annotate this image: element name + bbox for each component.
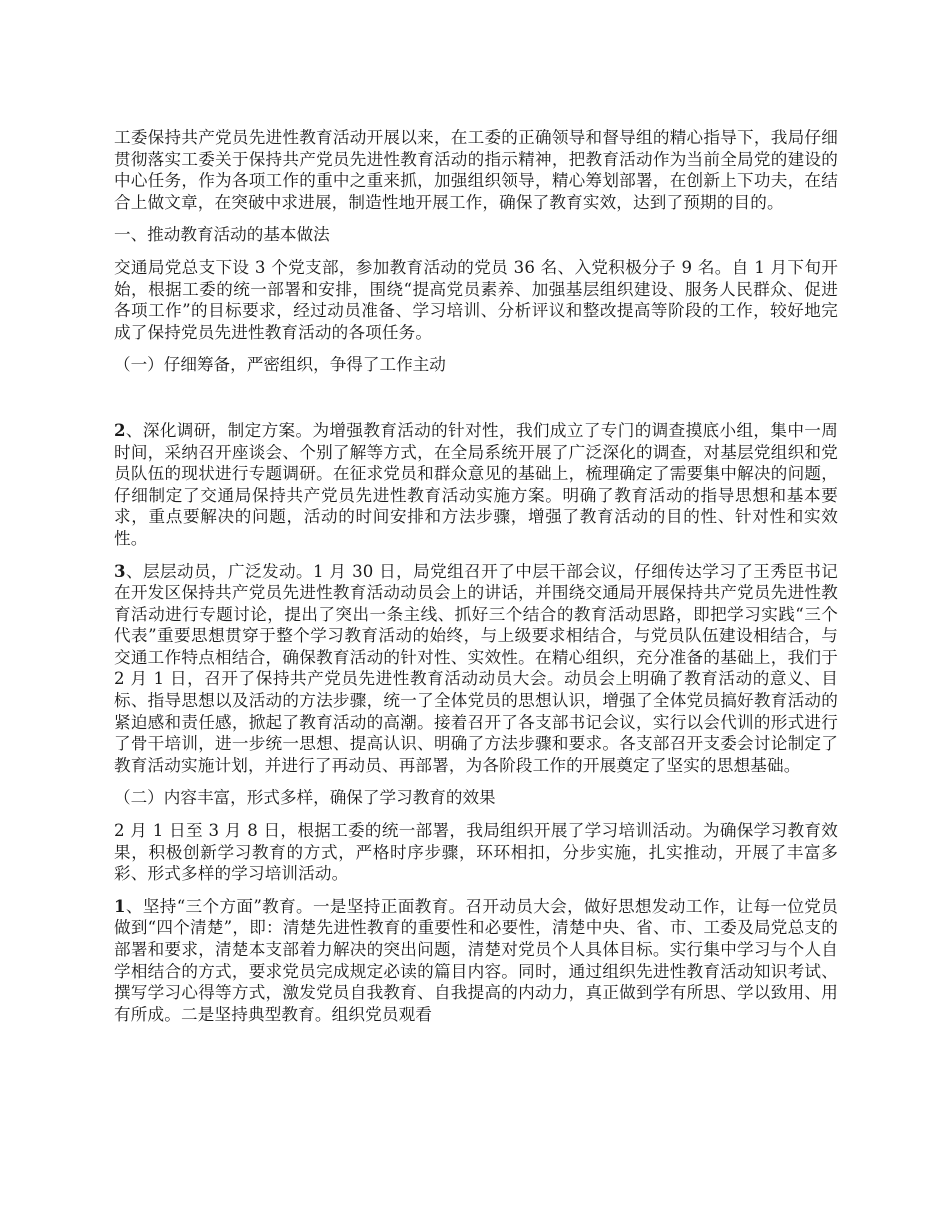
intro-paragraph: 工委保持共产党员先进性教育活动开展以来，在工委的正确领导和督导组的精心指导下，我局仔细贯彻落实工委关于保持共产党员先进性教育活动的指示精神，把教育活动作为当前全局党的建设的中心任务，作为各项工作的重中之重来抓，加强组织领导，精心筹划部署，在创新上下功夫，在结合上做文章，在突破中求进展，制造性地开展工作，确保了教育实效，达到了预期的目的。 [114, 128, 838, 212]
item-1-paragraph [114, 896, 838, 1026]
subsection-2-paragraph: 2 月 1 日至 3 月 8 日，根据工委的统一部署，我局组织开展了学习培训活动。为确保学习教育效果，积极创新学习教育的方式，严格时序步骤，环环相扣，分步实施，扎实推动，开展了丰富多彩、形式多样的学习培训活动。 [114, 821, 838, 884]
document-page [114, 127, 838, 1036]
item-2-paragraph [114, 420, 838, 550]
item-3-number: 3 [114, 560, 126, 581]
item-2-number: 2 [114, 419, 126, 440]
item-1-number: 1 [114, 895, 126, 916]
item-3-text: 、层层动员，广泛发动。1 月 30 日，局党组召开了中层干部会议，仔细传达学习了王秀臣书记在开发区保持共产党员先进性教育活动动员会上的讲话，并围绕交通局开展保持共产党员先进性教育活动进行专题讨论，提出了突出一条主线、抓好三个结合的教育活动思路，即把学习实践“三个代表”重要思想贯穿于整个学习教育活动的始终，与上级要求相结合，与党员队伍建设相结合，与交通工作特点相结合，确保教育活动的针对性、实效性。在精心组织，充分准备的基础上，我们于 2 月 1 日，召开了保持共产党员先进性教育活动动员大会。动员会上明确了教育活动的意义、目标、指导思想以及活动的方法步骤，统一了全体党员的思想认识，增强了全体党员搞好教育活动的紧迫感和责任感，掀起了教育活动的高潮。接着召开了各支部书记会议，实行以会代训的形式进行了骨干培训，进一步统一思想、提高认识、明确了方法步骤和要求。各支部召开支委会讨论制定了教育活动实施计划，并进行了再动员、再部署，为各阶段工作的开展奠定了坚实的思想基础。 [114, 561, 838, 775]
item-3-paragraph [114, 561, 838, 777]
item-1-text: 、坚持“三个方面”教育。一是坚持正面教育。召开动员大会，做好思想发动工作，让每一位党员做到“四个清楚”，即：清楚先进性教育的重要性和必要性，清楚中央、省、市、工委及局党总支的部署和要求，清楚本支部着力解决的突出问题，清楚对党员个人具体目标。实行集中学习与个人自学相结合的方式，要求党员完成规定必读的篇目内容。同时，通过组织先进性教育活动知识考试、撰写学习心得等方式，激发党员自我教育、自我提高的内动力，真正做到学有所思、学以致用、用有所成。二是坚持典型教育。组织党员观看 [114, 896, 838, 1024]
section-1-paragraph: 交通局党总支下设 3 个党支部，参加教育活动的党员 36 名、入党积极分子 9 名。自 1 月下旬开始，根据工委的统一部署和安排，围绕“提高党员素养、加强基层组织建设、服务人民群众、促进各项工作”的目标要求，经过动员准备、学习培训、分析评议和整改提高等阶段的工作，较好地完成了保持党员先进性教育活动的各项任务。 [114, 257, 838, 342]
subsection-heading-1: （一）仔细筹备，严密组织，争得了工作主动 [114, 355, 446, 375]
subsection-heading-2: （二）内容丰富，形式多样，确保了学习教育的效果 [114, 788, 496, 808]
item-2-text: 、深化调研，制定方案。为增强教育活动的针对性，我们成立了专门的调查摸底小组，集中一周时间，采纳召开座谈会、个别了解等方式，在全局系统开展了广泛深化的调查，对基层党组织和党员队伍的现状进行专题调研。在征求党员和群众意见的基础上，梳理确定了需要集中解决的问题，仔细制定了交通局保持共产党员先进性教育活动实施方案。明确了教育活动的指导思想和基本要求，重点要解决的问题，活动的时间安排和方法步骤，增强了教育活动的目的性、针对性和实效性。 [114, 420, 838, 548]
blank-gap [114, 387, 838, 420]
section-heading-1: 一、推动教育活动的基本做法 [114, 225, 330, 245]
